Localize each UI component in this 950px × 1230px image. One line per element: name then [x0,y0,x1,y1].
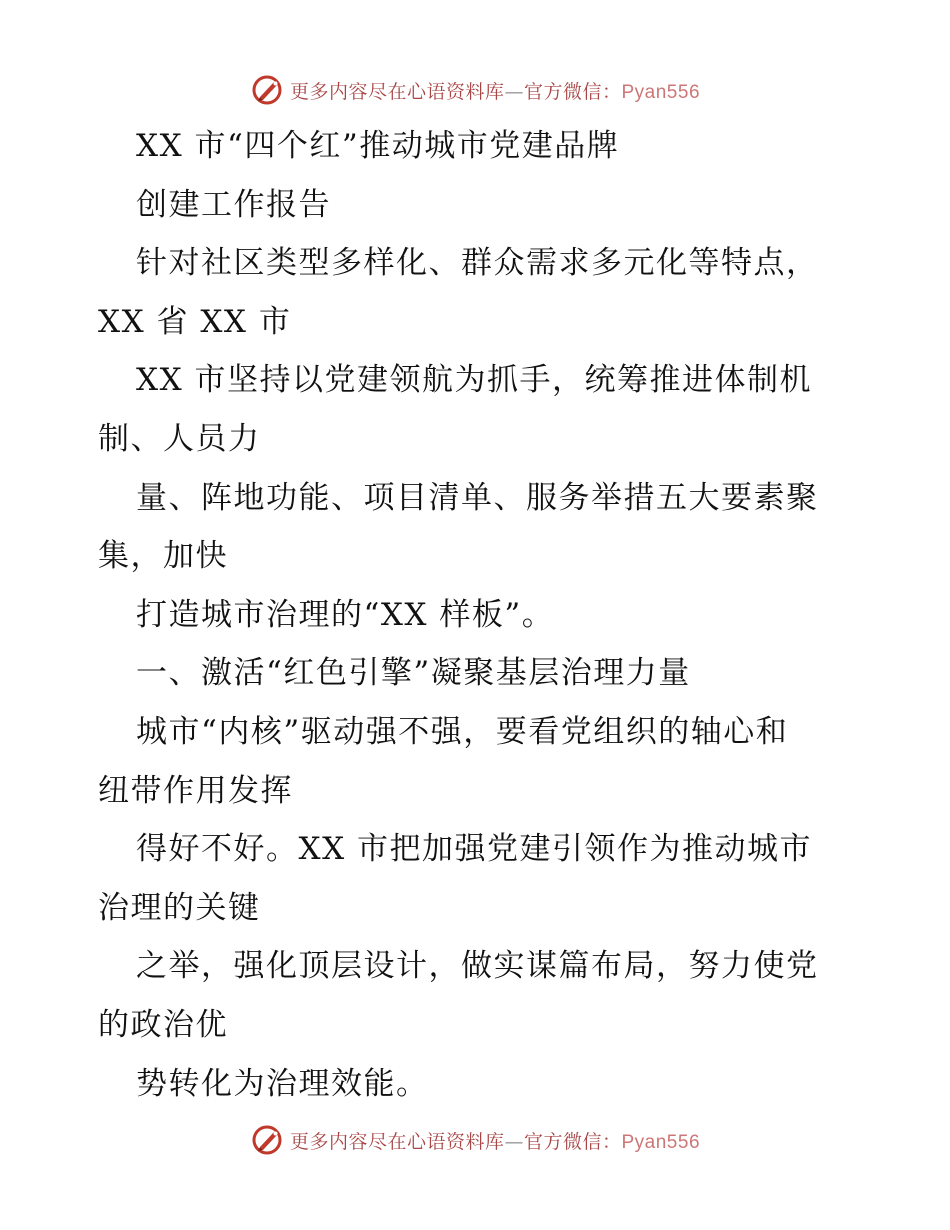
watermark-brand: 更多内容尽在心语资料库 [289,1130,505,1153]
watermark-label: 官方微信： [523,1130,622,1153]
pen-logo-icon [250,73,284,107]
paragraph-line: 治理的关键 [98,889,261,926]
section-heading: 一、激活“红色引擎”凝聚基层治理力量 [136,655,691,692]
document-title-line-1: XX 市“四个红”推动城市党建品牌 [136,128,620,164]
paragraph-line: 之举，强化顶层设计，做实谋篇布局，努力使党 [136,948,819,985]
paragraph-line: 的政治优 [98,1006,228,1043]
watermark-id: Pyan556 [621,81,701,103]
paragraph-line: 集，加快 [98,538,228,575]
paragraph-line: XX 省 XX 市 [98,303,292,340]
paragraph-line: 打造城市治理的“XX 样板”。 [136,596,555,633]
pen-logo-icon [250,1123,284,1157]
footer-watermark [0,1122,950,1158]
paragraph-line: 城市“内核”驱动强不强，要看党组织的轴心和 [136,713,789,750]
watermark-separator: — [504,1130,524,1153]
watermark-separator: — [504,80,524,103]
header-watermark [0,72,950,108]
paragraph-line: 纽带作用发挥 [98,772,293,809]
watermark-text [290,1127,700,1154]
paragraph-line: 势转化为治理效能。 [136,1065,429,1102]
paragraph-line: 得好不好。XX 市把加强党建引领作为推动城市 [136,831,812,868]
paragraph-line: 制、人员力 [98,420,261,457]
paragraph-line: XX 市坚持以党建领航为抓手，统筹推进体制机 [136,362,812,399]
paragraph-line: 针对社区类型多样化、群众需求多元化等特点， [136,245,819,282]
watermark-label: 官方微信： [523,80,622,103]
watermark-text [290,77,700,104]
paragraph-line: 量、阵地功能、项目清单、服务举措五大要素聚 [136,479,819,516]
watermark-brand: 更多内容尽在心语资料库 [289,80,505,103]
document-body [98,117,858,1113]
document-title-line-2: 创建工作报告 [136,186,331,223]
watermark-id: Pyan556 [621,1131,701,1153]
